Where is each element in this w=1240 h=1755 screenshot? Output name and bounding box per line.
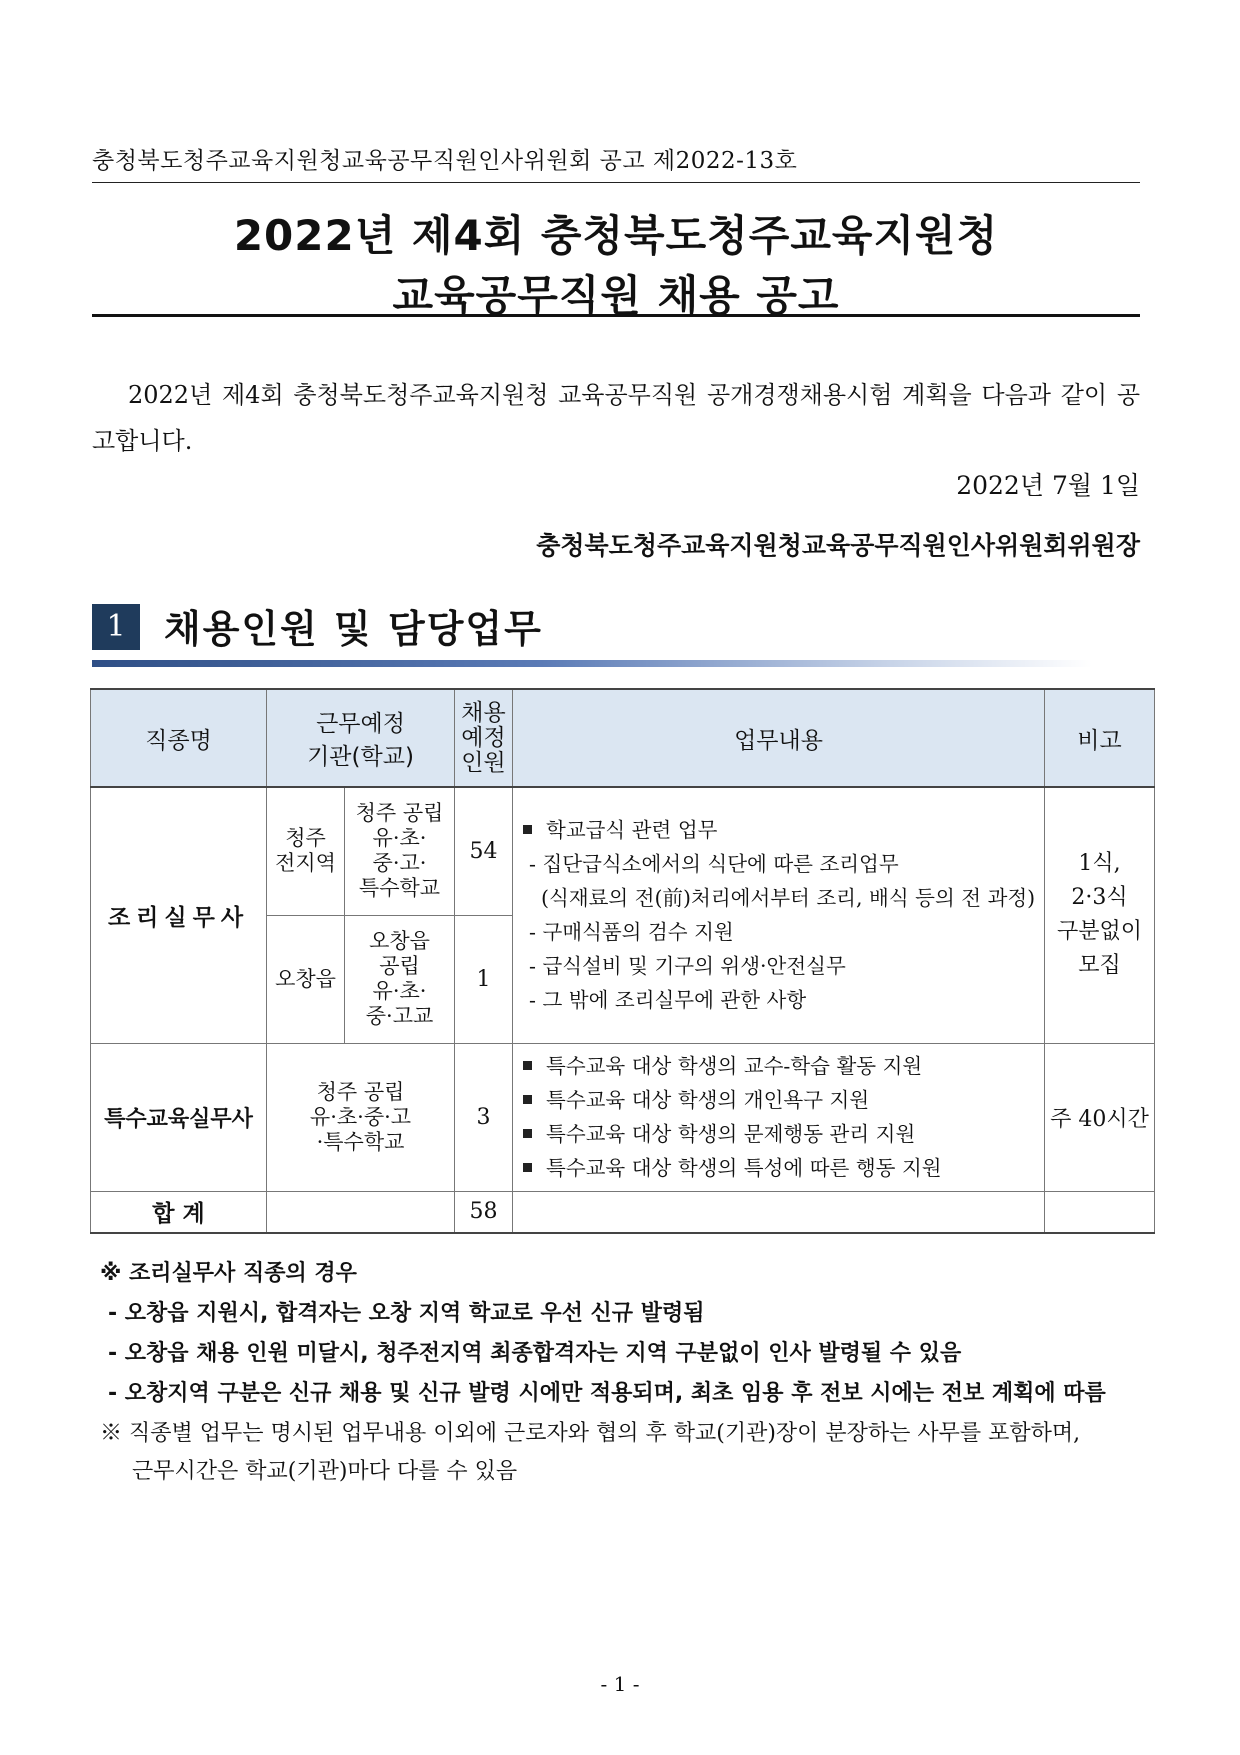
page-number: - 1 - bbox=[600, 1672, 640, 1696]
note-item: - 오창지역 구분은 신규 채용 및 신규 발령 시에만 적용되며, 최초 임용 후 전보 시에는 전보 계획에 따름 bbox=[108, 1381, 1106, 1406]
recruitment-table bbox=[90, 688, 1155, 1234]
duty-item bbox=[523, 813, 1040, 847]
square-bullet-icon bbox=[523, 1163, 532, 1172]
square-bullet-icon bbox=[523, 825, 532, 834]
square-bullet-icon bbox=[523, 1129, 532, 1138]
header-institution-l1: 근무예정 bbox=[316, 711, 405, 737]
duty-text: 특수교육 대상 학생의 문제행동 관리 지원 bbox=[546, 1122, 916, 1146]
school-cheongju-l2: 유·초· bbox=[372, 826, 427, 851]
header-count-l1: 채용 bbox=[461, 699, 506, 726]
school-cheongju bbox=[345, 787, 455, 915]
total-label: 합 계 bbox=[91, 1191, 267, 1233]
total-count: 58 bbox=[455, 1191, 513, 1233]
remarks-cook-l4: 모집 bbox=[1078, 953, 1121, 979]
intro-paragraph: 2022년 제4회 충청북도청주교육지원청 교육공무직원 공개경쟁채용시험 계획을 다음과 같이 공고합니다. bbox=[92, 381, 1140, 455]
school-special-l2: 유·초·중·고 bbox=[309, 1104, 412, 1129]
page-title-line2: 교육공무직원 채용 공고 bbox=[392, 271, 840, 320]
school-ochang-l3: 유·초· bbox=[372, 979, 427, 1003]
notice-signer: 충청북도청주교육지원청교육공무직원인사위원회위원장 bbox=[536, 531, 1140, 560]
note-extra-l1: ※ 직종별 업무는 명시된 업무내용 이외에 근로자와 협의 후 학교(기관)장이 분장하는 사무를 포함하며, bbox=[100, 1421, 1081, 1446]
total-remarks-blank bbox=[1045, 1191, 1155, 1233]
remarks-special: 주 40시간 bbox=[1045, 1043, 1155, 1191]
section-underline-bar bbox=[92, 660, 1092, 667]
header-institution bbox=[267, 689, 455, 787]
duty-item: (식재료의 전(前)처리에서부터 조리, 배식 등의 전 과정) bbox=[541, 886, 1036, 911]
duty-item bbox=[523, 1151, 1040, 1185]
school-special bbox=[267, 1043, 455, 1191]
duty-item bbox=[523, 1117, 1040, 1151]
region-ochang: 오창읍 bbox=[267, 915, 345, 1043]
count-ochang: 1 bbox=[455, 915, 513, 1043]
duty-text: 특수교육 대상 학생의 개인욕구 지원 bbox=[546, 1088, 870, 1112]
remarks-cook-l3: 구분없이 bbox=[1057, 919, 1143, 945]
school-cheongju-l1: 청주 공립 bbox=[355, 801, 444, 826]
total-blank bbox=[267, 1191, 455, 1233]
duties-cook bbox=[513, 787, 1045, 1043]
duty-text: 특수교육 대상 학생의 특성에 따른 행동 지원 bbox=[546, 1156, 942, 1180]
region-cheongju-l1: 청주 bbox=[285, 826, 326, 851]
total-duties-blank bbox=[513, 1191, 1045, 1233]
school-cheongju-l3: 중·고· bbox=[372, 851, 427, 876]
school-ochang-l4: 중·고교 bbox=[365, 1004, 434, 1028]
table-total-row bbox=[91, 1191, 1155, 1233]
title-rule bbox=[92, 314, 1140, 317]
header-duties: 업무내용 bbox=[513, 689, 1045, 787]
header-institution-l2: 기관(학교) bbox=[307, 744, 414, 770]
header-remarks: 비고 bbox=[1045, 689, 1155, 787]
remarks-cook-l2: 2·3식 bbox=[1071, 885, 1128, 911]
count-cheongju: 54 bbox=[455, 787, 513, 915]
region-cheongju bbox=[267, 787, 345, 915]
duties-special bbox=[513, 1043, 1045, 1191]
table-row bbox=[91, 1043, 1155, 1191]
note-item: - 오창읍 지원시, 합격자는 오창 지역 학교로 우선 신규 발령됨 bbox=[108, 1301, 705, 1326]
header-count-l2: 예정 bbox=[461, 724, 506, 751]
duty-text: 특수교육 대상 학생의 교수-학습 활동 지원 bbox=[546, 1054, 923, 1078]
remarks-cook bbox=[1045, 787, 1155, 1043]
school-special-l1: 청주 공립 bbox=[316, 1079, 405, 1104]
square-bullet-icon bbox=[523, 1061, 532, 1070]
table-row bbox=[91, 787, 1155, 915]
duty-item: - 급식설비 및 기구의 위생·안전실무 bbox=[529, 954, 846, 979]
duty-item: - 집단급식소에서의 식단에 따른 조리업무 bbox=[529, 852, 899, 877]
header-count-l3: 인원 bbox=[461, 749, 506, 776]
notes-heading: ※ 조리실무사 직종의 경우 bbox=[100, 1261, 357, 1286]
section-title: 채용인원 및 담당업무 bbox=[164, 607, 543, 651]
duty-text: 학교급식 관련 업무 bbox=[546, 818, 718, 843]
duty-item: - 구매식품의 검수 지원 bbox=[529, 920, 734, 945]
count-special: 3 bbox=[455, 1043, 513, 1191]
section-number-badge: 1 bbox=[92, 604, 140, 650]
note-item: - 오창읍 채용 인원 미달시, 청주전지역 최종합격자는 지역 구분없이 인사 발령될 수 있음 bbox=[108, 1341, 962, 1366]
header-count bbox=[455, 689, 513, 787]
school-cheongju-l4: 특수학교 bbox=[358, 876, 441, 901]
remarks-cook-l1: 1식, bbox=[1078, 851, 1121, 877]
notice-number: 충청북도청주교육지원청교육공무직원인사위원회 공고 제2022-13호 bbox=[92, 148, 798, 174]
job-special-education: 특수교육실무사 bbox=[91, 1043, 267, 1191]
table-header-row bbox=[91, 689, 1155, 787]
school-ochang-l2: 공립 bbox=[379, 954, 420, 978]
duty-item bbox=[523, 1049, 1040, 1083]
note-extra-l2: 근무시간은 학교(기관)마다 다를 수 있음 bbox=[132, 1459, 518, 1484]
region-cheongju-l2: 전지역 bbox=[275, 851, 336, 876]
page-title-line1: 2022년 제4회 충청북도청주교육지원청 bbox=[233, 211, 999, 260]
job-cook: 조리실무사 bbox=[91, 787, 267, 1043]
school-special-l3: ·특수학교 bbox=[316, 1129, 405, 1154]
header-rule bbox=[92, 182, 1140, 183]
square-bullet-icon bbox=[523, 1095, 532, 1104]
duty-item: - 그 밖에 조리실무에 관한 사항 bbox=[529, 988, 807, 1013]
school-ochang bbox=[345, 915, 455, 1043]
duty-item bbox=[523, 1083, 1040, 1117]
school-ochang-l1: 오창읍 bbox=[369, 929, 430, 953]
notice-date: 2022년 7월 1일 bbox=[956, 471, 1140, 500]
header-job: 직종명 bbox=[91, 689, 267, 787]
